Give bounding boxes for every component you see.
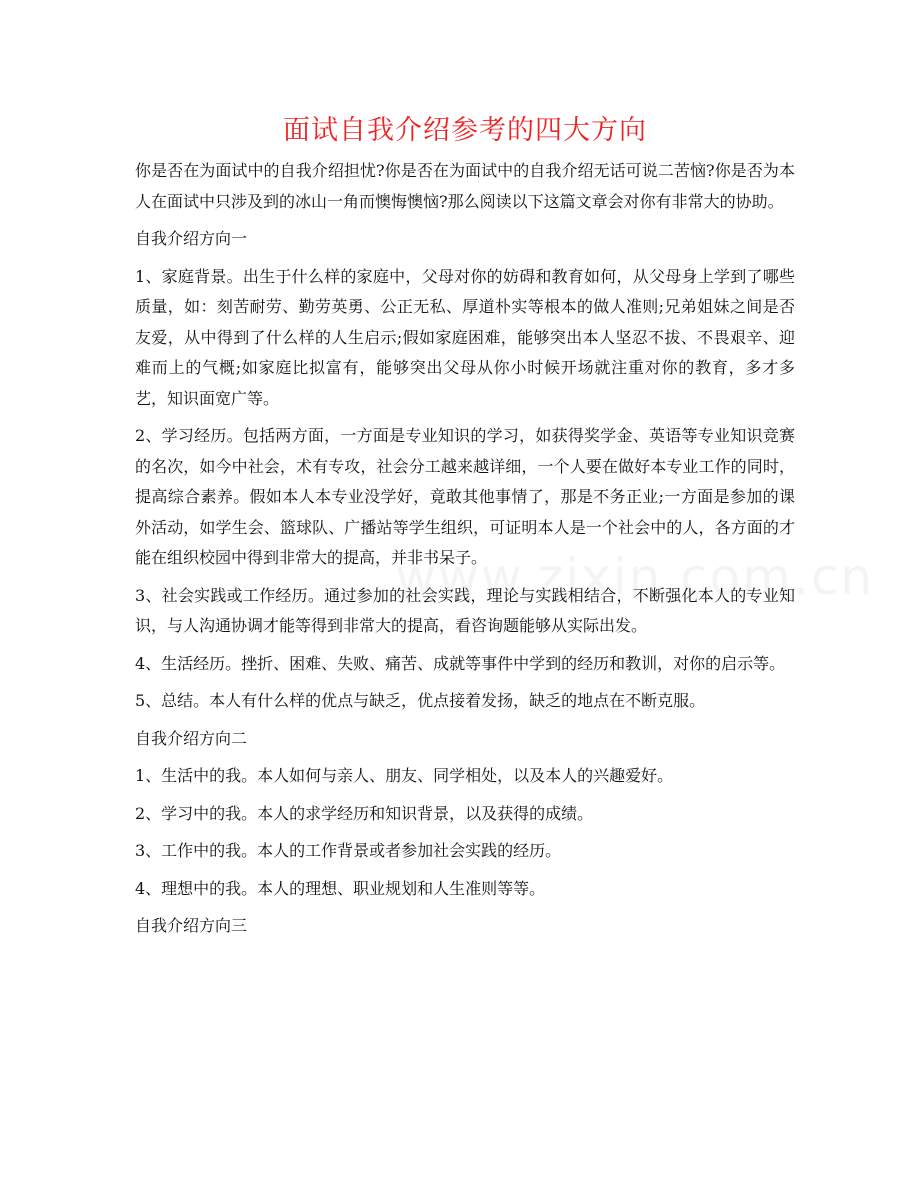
section2-item: 2、学习中的我。本人的求学经历和知识背景，以及获得的成绩。 — [135, 803, 594, 823]
section1-item: 3、社会实践或工作经历。通过参加的社会实践，理论与实践相结合，不断强化本人的专业知识，与人沟通协调才能等得到非常大的提高，看咨询题能够从实际出发。 — [135, 585, 795, 635]
section2-item: 4、理想中的我。本人的理想、职业规划和人生准则等等。 — [135, 878, 546, 898]
section-heading-1: 自我介绍方向一 — [135, 229, 248, 248]
section2-item: 1、生活中的我。本人如何与亲人、朋友、同学相处，以及本人的兴趣爱好。 — [135, 766, 674, 785]
section2-item: 3、工作中的我。本人的工作背景或者参加社会实践的经历。 — [135, 841, 562, 860]
section1-item: 4、生活经历。挫折、困难、失败、痛苦、成就等事件中学到的经历和教训，对你的启示等。 — [135, 653, 786, 673]
section1-item: 1、家庭背景。出生于什么样的家庭中，父母对你的妨碍和教育如何，从父母身上学到了哪些质量，如：刻苦耐劳、勤劳英勇、公正无私、厚道朴实等根本的做人准则;兄弟姐妹之间是否友爱，从中得到了什么样的人生启示;假如家庭困难，能够突出本人坚忍不拔、不畏艰辛、迎难而上的气概;如家庭比拟富有，能够突出父母从你小时候开场就注重对你的教育，多才多艺，知识面宽广等。 — [135, 266, 795, 408]
document-title: 面试自我介绍参考的四大方向 — [283, 115, 647, 146]
document-page — [135, 108, 795, 949]
section1-item: 5、总结。本人有什么样的优点与缺乏，优点接着发扬，缺乏的地点在不断克服。 — [135, 691, 706, 710]
section-heading-2: 自我介绍方向二 — [135, 728, 248, 748]
section-heading-3: 自我介绍方向三 — [135, 916, 248, 935]
intro-paragraph: 你是否在为面试中的自我介绍担忧?你是否在为面试中的自我介绍无话可说二苦恼?你是否为本人在面试中只涉及到的冰山一角而懊悔懊恼?那么阅读以下这篇文章会对你有非常大的协助。 — [135, 161, 795, 211]
section1-item: 2、学习经历。包括两方面，一方面是专业知识的学习，如获得奖学金、英语等专业知识竞赛的名次，如今中社会，术有专攻，社会分工越来越详细，一个人要在做好本专业工作的同时，提高综合素养。假如本人本专业没学好，竟敢其他事情了，那是不务正业;一方面是参加的课外活动，如学生会、篮球队、广播站等学生组织，可证明本人是一个社会中的人，各方面的才能在组织校园中得到非常大的提高，并非书呆子。 — [135, 426, 795, 567]
